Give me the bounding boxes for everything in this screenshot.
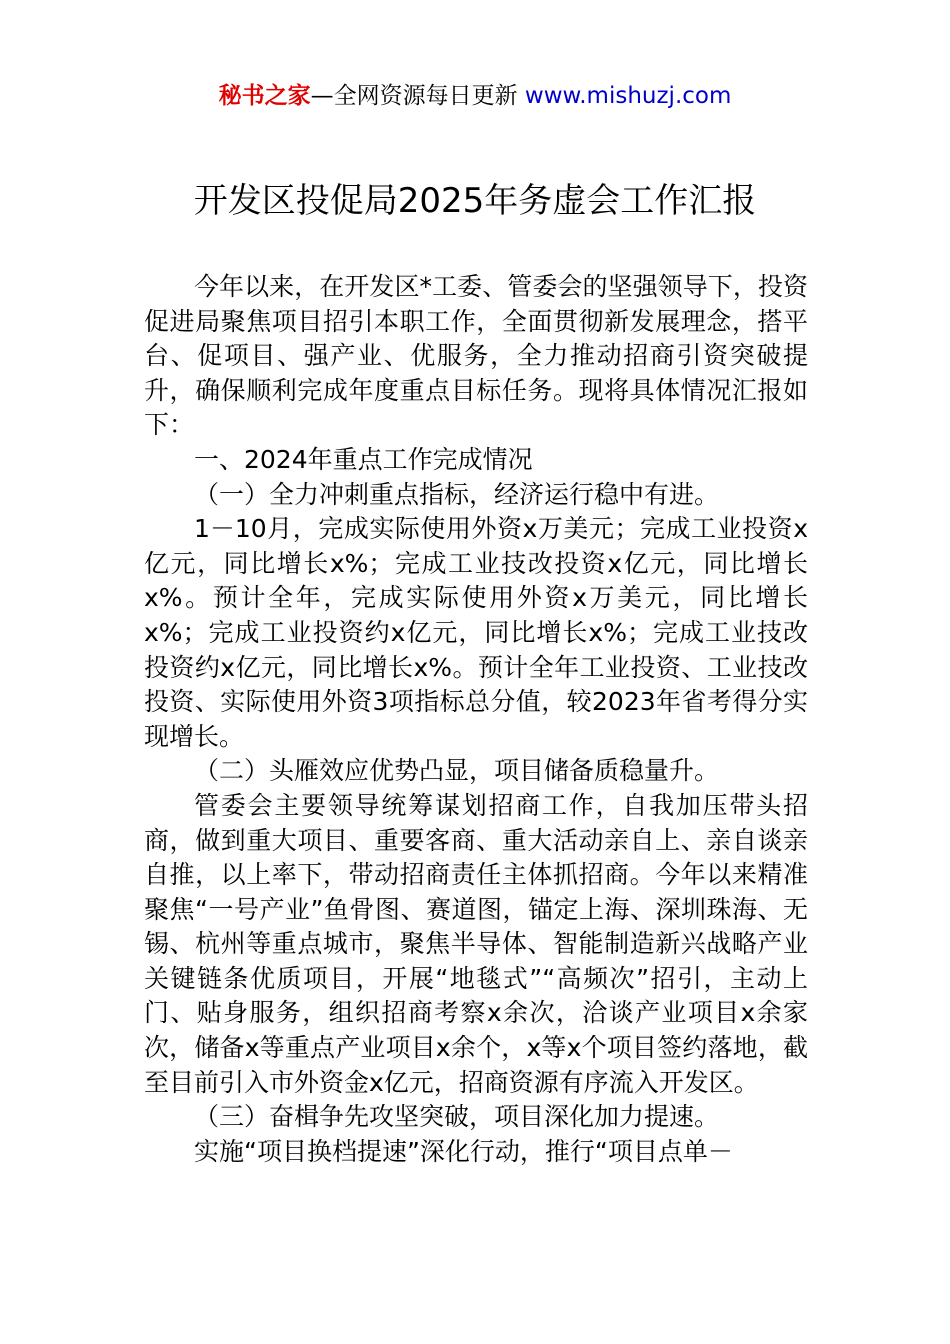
- paragraph-indicators: 1－10月，完成实际使用外资x万美元；完成工业投资x亿元，同比增长x%；完成工业技改投资x亿元，同比增长x%。预计全年，完成实际使用外资x万美元，同比增长x%；完成工业投资约x亿元，同比增长x%；完成工业技改投资约x亿元，同比增长x%。预计全年工业投资、工业技改投资、实际使用外资3项指标总分值，较2023年省考得分实现增长。: [144, 514, 808, 751]
- document-title: 开发区投促局2025年务虚会工作汇报: [193, 181, 757, 221]
- document-body: [144, 270, 808, 1169]
- header-tagline: —全网资源每日更新: [310, 83, 518, 109]
- paragraph-leadership: 管委会主要领导统筹谋划招商工作，自我加压带头招商，做到重大项目、重要客商、重大活动亲自上、亲自谈亲自推，以上率下，带动招商责任主体抓招商。今年以来精准聚焦“一号产业”鱼骨图、赛道图，锚定上海、深圳珠海、无锡、杭州等重点城市，聚焦半导体、智能制造新兴战略产业关键链条优质项目，开展“地毯式”“高频次”招引，主动上门、贴身服务，组织招商考察x余次，洽谈产业项目x余家次，储备x等重点产业项目x余个，x等x个项目签约落地，截至目前引入市外资金x亿元，招商资源有序流入开发区。: [144, 790, 808, 1097]
- subsection-heading-1: （一）全力冲刺重点指标，经济运行稳中有进。: [194, 479, 720, 509]
- site-header: [0, 80, 950, 112]
- subsection-heading-3: （三）奋楫争先攻坚突破，项目深化加力提速。: [194, 1102, 720, 1132]
- site-link[interactable]: www.mishuzj.com: [524, 83, 732, 109]
- brand-name: 秘书之家: [218, 83, 311, 109]
- section-heading-1: 一、2024年重点工作完成情况: [194, 444, 533, 474]
- paragraph-intro: 今年以来，在开发区*工委、管委会的坚强领导下，投资促进局聚焦项目招引本职工作，全面贯彻新发展理念，搭平台、促项目、强产业、优服务，全力推动招商引资突破提升，确保顺利完成年度重点目标任务。现将具体情况汇报如下：: [144, 272, 808, 440]
- subsection-heading-2: （二）头雁效应优势凸显，项目储备质稳量升。: [194, 756, 720, 786]
- paragraph-project-action: 实施“项目换档提速”深化行动，推行“项目点单－: [194, 1136, 733, 1166]
